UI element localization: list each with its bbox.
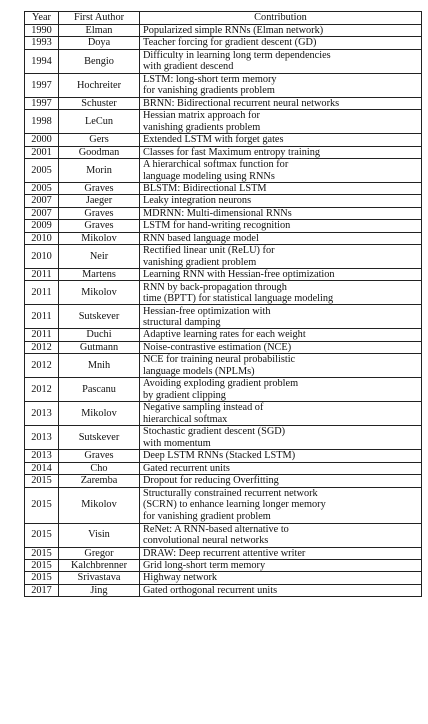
cell-first-author: Hochreiter: [59, 73, 140, 97]
cell-contribution: Stochastic gradient descent (SGD) with momentum: [140, 426, 422, 450]
cell-year: 1993: [25, 37, 59, 49]
cell-contribution: Difficulty in learning long term dependencies with gradient descend: [140, 49, 422, 73]
cell-contribution: Grid long-short term memory: [140, 559, 422, 571]
cell-first-author: Gregor: [59, 547, 140, 559]
cell-first-author: Neir: [59, 245, 140, 269]
cell-contribution: Learning RNN with Hessian-free optimization: [140, 269, 422, 281]
table-row: [25, 97, 422, 109]
cell-first-author: Cho: [59, 462, 140, 474]
cell-year: 1997: [25, 73, 59, 97]
rnn-milestones-table: [24, 11, 422, 597]
cell-year: 2001: [25, 146, 59, 158]
cell-year: 2012: [25, 354, 59, 378]
cell-first-author: Jing: [59, 584, 140, 596]
table-row: [25, 572, 422, 584]
table-row: [25, 281, 422, 305]
cell-year: 2017: [25, 584, 59, 596]
cell-contribution: ReNet: A RNN-based alternative to convolutional neural networks: [140, 523, 422, 547]
cell-year: 2013: [25, 450, 59, 462]
cell-year: 2015: [25, 547, 59, 559]
table-row: [25, 245, 422, 269]
cell-year: 2015: [25, 572, 59, 584]
cell-year: 2000: [25, 134, 59, 146]
cell-year: 2012: [25, 341, 59, 353]
table-row: [25, 305, 422, 329]
table-row: [25, 110, 422, 134]
cell-first-author: Martens: [59, 269, 140, 281]
table-row: [25, 341, 422, 353]
cell-year: 2011: [25, 329, 59, 341]
cell-year: 2010: [25, 232, 59, 244]
cell-first-author: Mikolov: [59, 281, 140, 305]
table-row: [25, 220, 422, 232]
cell-first-author: Gutmann: [59, 341, 140, 353]
table-row: [25, 450, 422, 462]
cell-first-author: Graves: [59, 220, 140, 232]
cell-contribution: NCE for training neural probabilistic language models (NPLMs): [140, 354, 422, 378]
cell-first-author: Pascanu: [59, 378, 140, 402]
cell-first-author: Goodman: [59, 146, 140, 158]
table-row: [25, 475, 422, 487]
table-row: [25, 159, 422, 183]
table-row: [25, 269, 422, 281]
table-row: [25, 134, 422, 146]
cell-year: 2012: [25, 378, 59, 402]
header-contribution: Contribution: [140, 12, 422, 25]
cell-first-author: Graves: [59, 450, 140, 462]
cell-contribution: LSTM for hand-writing recognition: [140, 220, 422, 232]
cell-contribution: Noise-contrastive estimation (NCE): [140, 341, 422, 353]
cell-year: 2015: [25, 523, 59, 547]
cell-year: 2011: [25, 269, 59, 281]
cell-year: 2015: [25, 559, 59, 571]
table-row: [25, 195, 422, 207]
cell-first-author: Srivastava: [59, 572, 140, 584]
table-row: [25, 547, 422, 559]
cell-year: 1998: [25, 110, 59, 134]
cell-first-author: Elman: [59, 25, 140, 37]
table-row: [25, 37, 422, 49]
cell-first-author: Schuster: [59, 97, 140, 109]
cell-contribution: Adaptive learning rates for each weight: [140, 329, 422, 341]
cell-first-author: Mnih: [59, 354, 140, 378]
cell-first-author: Duchi: [59, 329, 140, 341]
table-row: [25, 487, 422, 523]
table-row: [25, 462, 422, 474]
table-row: [25, 559, 422, 571]
cell-first-author: Graves: [59, 183, 140, 195]
cell-contribution: RNN by back-propagation through time (BPTT) for statistical language modeling: [140, 281, 422, 305]
cell-contribution: Leaky integration neurons: [140, 195, 422, 207]
cell-first-author: Gers: [59, 134, 140, 146]
header-first-author: First Author: [59, 12, 140, 25]
cell-contribution: BLSTM: Bidirectional LSTM: [140, 183, 422, 195]
cell-year: 2011: [25, 305, 59, 329]
cell-first-author: LeCun: [59, 110, 140, 134]
cell-contribution: Hessian matrix approach for vanishing gradients problem: [140, 110, 422, 134]
paper-page: [24, 11, 422, 597]
table-row: [25, 523, 422, 547]
cell-contribution: Dropout for reducing Overfitting: [140, 475, 422, 487]
cell-first-author: Morin: [59, 159, 140, 183]
cell-first-author: Graves: [59, 207, 140, 219]
cell-first-author: Kalchbrenner: [59, 559, 140, 571]
cell-year: 2013: [25, 426, 59, 450]
cell-first-author: Mikolov: [59, 487, 140, 523]
cell-contribution: Negative sampling instead of hierarchical softmax: [140, 402, 422, 426]
cell-contribution: Avoiding exploding gradient problem by gradient clipping: [140, 378, 422, 402]
cell-contribution: Deep LSTM RNNs (Stacked LSTM): [140, 450, 422, 462]
cell-contribution: Popularized simple RNNs (Elman network): [140, 25, 422, 37]
cell-contribution: Hessian-free optimization with structural damping: [140, 305, 422, 329]
cell-first-author: Sutskever: [59, 426, 140, 450]
header-year: Year: [25, 12, 59, 25]
cell-contribution: Rectified linear unit (ReLU) for vanishing gradient problem: [140, 245, 422, 269]
cell-contribution: MDRNN: Multi-dimensional RNNs: [140, 207, 422, 219]
cell-contribution: Classes for fast Maximum entropy training: [140, 146, 422, 158]
cell-contribution: Structurally constrained recurrent network (SCRN) to enhance learning longer memory for vanishing gradient problem: [140, 487, 422, 523]
table-row: [25, 329, 422, 341]
table-row: [25, 354, 422, 378]
cell-first-author: Mikolov: [59, 402, 140, 426]
cell-year: 2014: [25, 462, 59, 474]
table-row: [25, 207, 422, 219]
cell-contribution: A hierarchical softmax function for language modeling using RNNs: [140, 159, 422, 183]
cell-year: 2011: [25, 281, 59, 305]
cell-first-author: Mikolov: [59, 232, 140, 244]
cell-contribution: Extended LSTM with forget gates: [140, 134, 422, 146]
cell-first-author: Jaeger: [59, 195, 140, 207]
table-row: [25, 49, 422, 73]
cell-year: 2015: [25, 475, 59, 487]
cell-first-author: Visin: [59, 523, 140, 547]
table-row: [25, 584, 422, 596]
table-header: [25, 12, 422, 25]
cell-year: 1994: [25, 49, 59, 73]
cell-year: 2013: [25, 402, 59, 426]
header-row: [25, 12, 422, 25]
cell-first-author: Bengio: [59, 49, 140, 73]
cell-contribution: LSTM: long-short term memory for vanishing gradients problem: [140, 73, 422, 97]
cell-year: 2005: [25, 159, 59, 183]
cell-contribution: DRAW: Deep recurrent attentive writer: [140, 547, 422, 559]
table-row: [25, 426, 422, 450]
cell-contribution: Gated orthogonal recurrent units: [140, 584, 422, 596]
cell-year: 2015: [25, 487, 59, 523]
cell-contribution: RNN based language model: [140, 232, 422, 244]
table-row: [25, 183, 422, 195]
table-row: [25, 146, 422, 158]
table-row: [25, 402, 422, 426]
cell-first-author: Sutskever: [59, 305, 140, 329]
cell-contribution: BRNN: Bidirectional recurrent neural networks: [140, 97, 422, 109]
cell-year: 2005: [25, 183, 59, 195]
table-row: [25, 378, 422, 402]
table-body: [25, 25, 422, 597]
table-row: [25, 25, 422, 37]
table-row: [25, 232, 422, 244]
table-row: [25, 73, 422, 97]
cell-year: 1997: [25, 97, 59, 109]
cell-year: 2009: [25, 220, 59, 232]
cell-contribution: Highway network: [140, 572, 422, 584]
cell-year: 2007: [25, 207, 59, 219]
cell-first-author: Doya: [59, 37, 140, 49]
cell-year: 2010: [25, 245, 59, 269]
cell-year: 1990: [25, 25, 59, 37]
cell-contribution: Gated recurrent units: [140, 462, 422, 474]
cell-first-author: Zaremba: [59, 475, 140, 487]
cell-year: 2007: [25, 195, 59, 207]
cell-contribution: Teacher forcing for gradient descent (GD): [140, 37, 422, 49]
